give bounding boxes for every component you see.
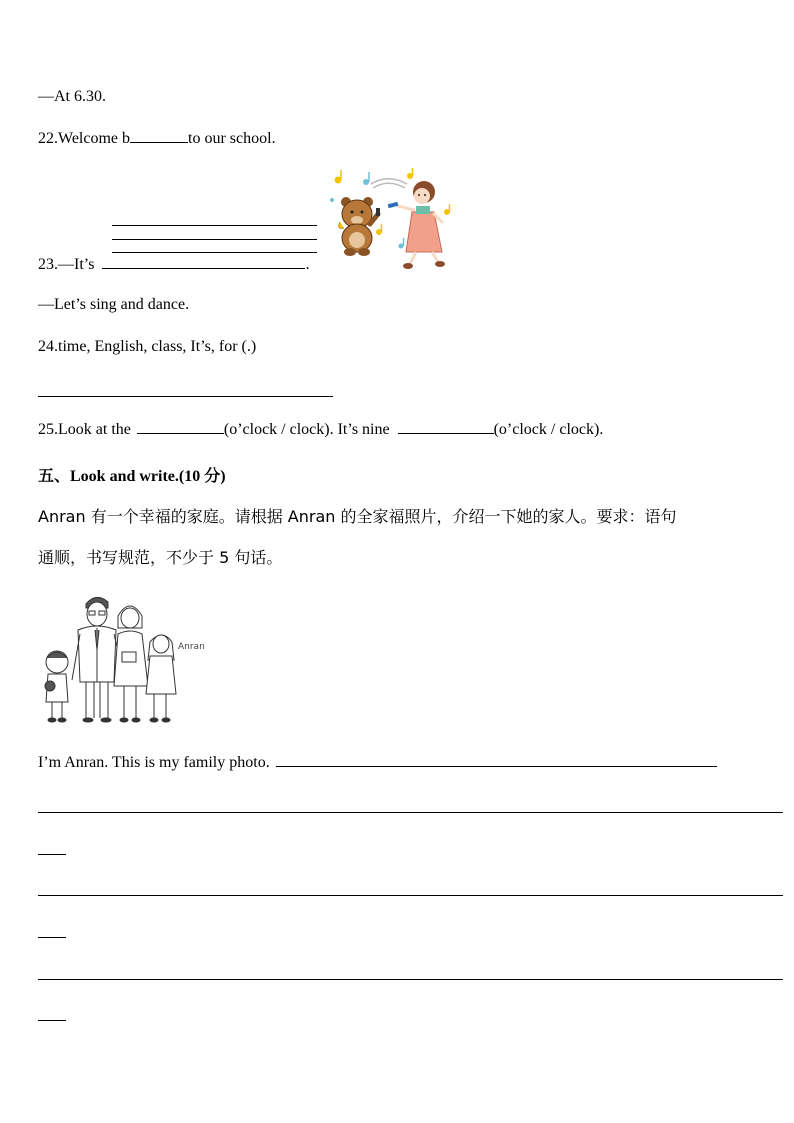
bear-figure xyxy=(339,197,380,256)
mother-figure xyxy=(114,606,148,722)
writing-line-2-tail[interactable] xyxy=(38,937,66,938)
writing-line-3-tail[interactable] xyxy=(38,1020,66,1021)
q22-suffix: to our school. xyxy=(188,130,276,147)
q24-answer-line[interactable] xyxy=(38,396,333,397)
question-22 xyxy=(38,130,276,148)
writing-prompt xyxy=(38,754,717,772)
q22-blank[interactable] xyxy=(130,141,188,143)
section-5-title: 五、Look and write.(10 分) xyxy=(38,468,226,485)
singing-bear-girl-illustration xyxy=(326,166,458,272)
question-24: 24.time, English, class, It’s, for (.) xyxy=(38,338,257,355)
q22-prefix: 22.Welcome b xyxy=(38,130,131,147)
q21-answer: —At 6.30. xyxy=(38,88,106,105)
section-5-instruction-line-2: 通顺，书写规范，不少于 5 句话。 xyxy=(38,548,283,567)
q23-blank[interactable] xyxy=(102,267,305,269)
writing-line-0[interactable] xyxy=(276,765,717,767)
girl-figure xyxy=(388,181,445,269)
anran-figure xyxy=(146,635,176,722)
writing-line-2[interactable] xyxy=(38,895,783,896)
q23-writing-line-1[interactable] xyxy=(112,225,317,226)
q25-blank-2[interactable] xyxy=(398,432,494,434)
q25-part1: 25.Look at the xyxy=(38,421,131,438)
question-25 xyxy=(38,421,603,439)
writing-line-1[interactable] xyxy=(38,812,783,813)
q23-writing-line-2[interactable] xyxy=(112,239,317,240)
question-23 xyxy=(38,256,309,274)
writing-line-3[interactable] xyxy=(38,979,783,980)
q23-prefix: 23.—It’s xyxy=(38,256,95,273)
q23-writing-line-3[interactable] xyxy=(112,252,317,253)
section-5-instruction-line-1: Anran 有一个幸福的家庭。请根据 Anran 的全家福照片，介绍一下她的家人。要求：语句 xyxy=(38,507,677,526)
q25-part3: (o’clock / clock). xyxy=(493,421,604,438)
anran-label: Anran xyxy=(178,642,205,652)
q25-part2: (o’clock / clock). It’s nine xyxy=(223,421,390,438)
family-photo-illustration xyxy=(38,590,218,726)
writing-line-1-tail[interactable] xyxy=(38,854,66,855)
little-girl-figure xyxy=(45,651,68,722)
q25-blank-1[interactable] xyxy=(137,432,224,434)
writing-prompt-text: I’m Anran. This is my family photo. xyxy=(38,754,270,771)
q23-period: . xyxy=(305,256,310,273)
q23-answer: —Let’s sing and dance. xyxy=(38,296,190,313)
